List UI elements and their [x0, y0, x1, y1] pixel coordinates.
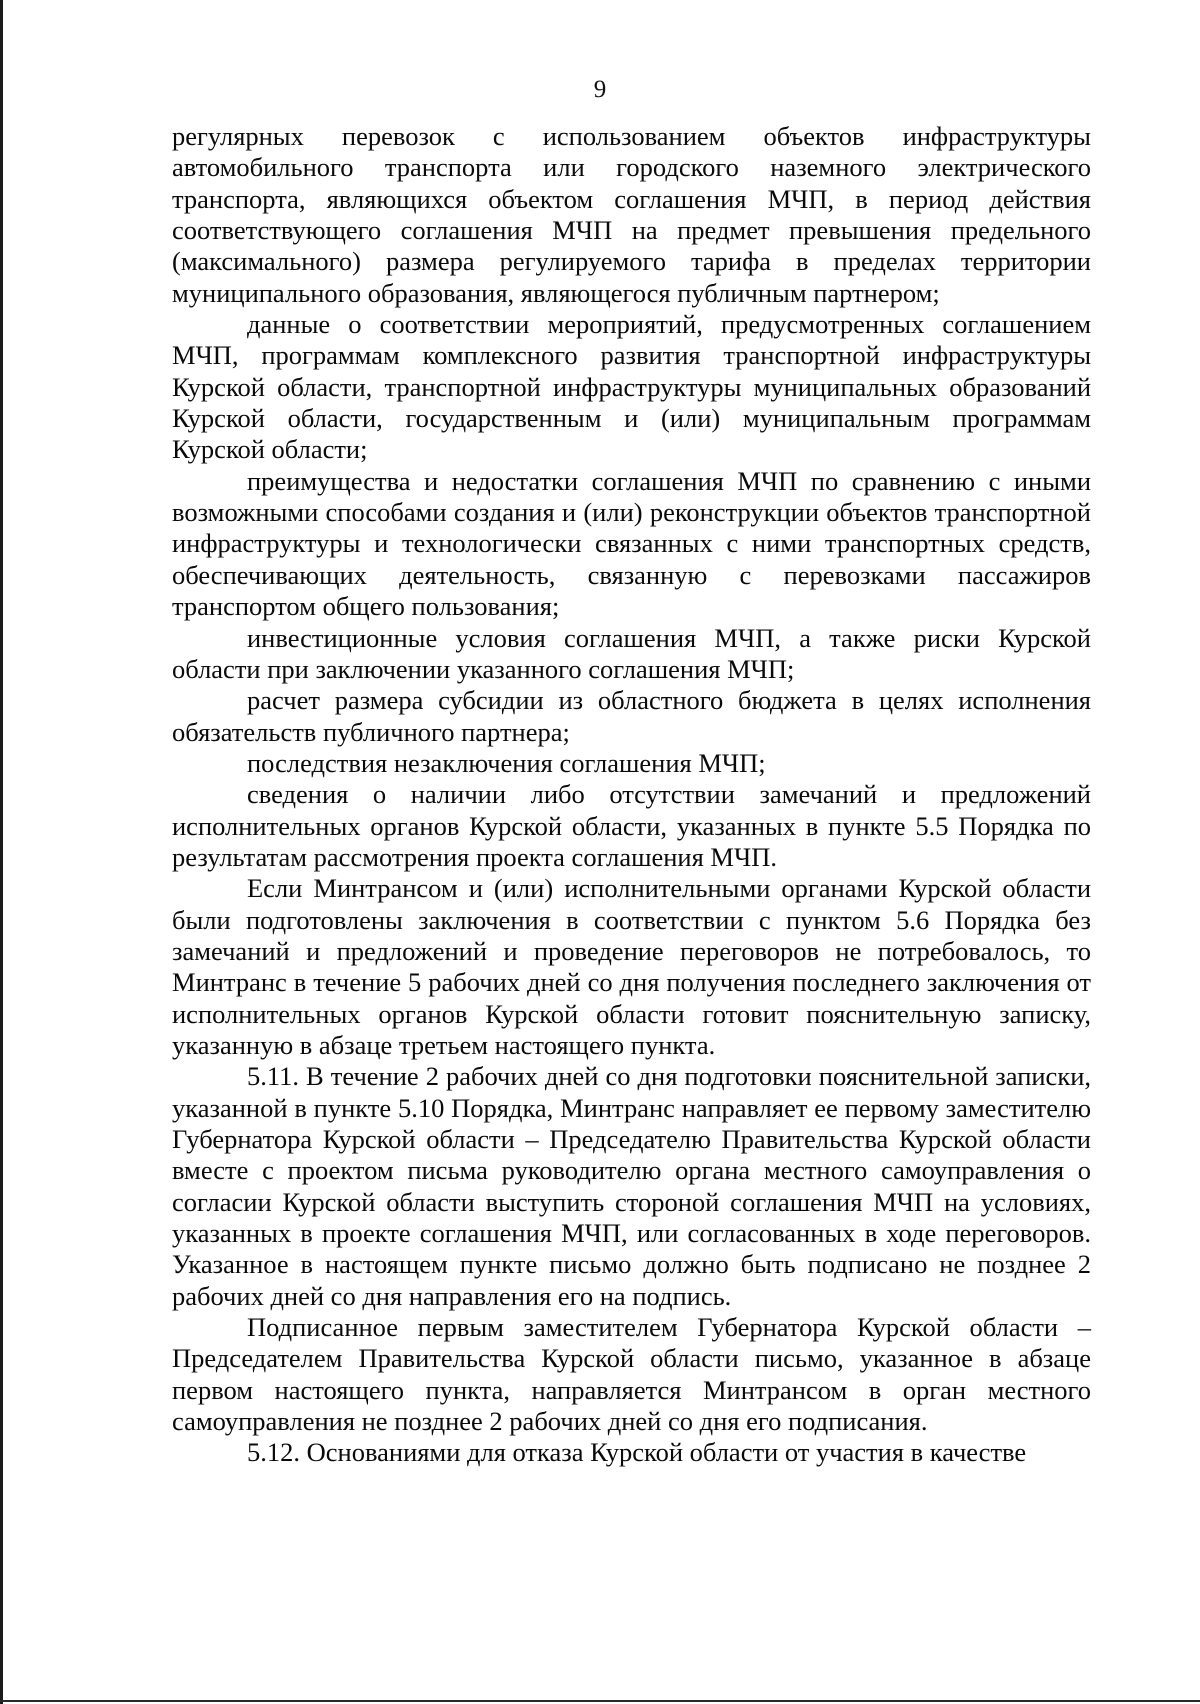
- paragraph: 5.11. В течение 2 рабочих дней со дня подготовки пояснительной записки, указанной в пункте 5.10 Порядка, Минтранс направляет ее первому заместителю Губернатора Курской области – Председателю Правительства Курской области вместе с проектом письма руководителю органа местного самоуправления о согласии Курской области выступить стороной соглашения МЧП на условиях, указанных в проекте соглашения МЧП, или согласованных в ходе переговоров. Указанное в настоящем пункте письмо должно быть подписано не позднее 2 рабочих дней со дня направления его на подпись.: [172, 1061, 1091, 1311]
- paragraph: 5.12. Основаниями для отказа Курской области от участия в качестве: [247, 1437, 1027, 1468]
- paragraph: Подписанное первым заместителем Губернатора Курской области – Председателем Правительства Курской области письмо, указанное в абзаце первом настоящего пункта, направляется Минтрансом в орган местного самоуправления не позднее 2 рабочих дней со дня его подписания.: [172, 1312, 1091, 1437]
- scan-edge-left: [0, 0, 3, 1704]
- paragraph: сведения о наличии либо отсутствии замечаний и предложений исполнительных органов Курской области, указанных в пункте 5.5 Порядка по результатам рассмотрения проекта соглашения МЧП.: [172, 779, 1091, 872]
- paragraph: расчет размера субсидии из областного бюджета в целях исполнения обязательств публичного партнера;: [172, 685, 1091, 747]
- document-body: [172, 121, 1091, 1469]
- paragraph: данные о соответствии мероприятий, предусмотренных соглашением МЧП, программам комплексного развития транспортной инфраструктуры Курской области, транспортной инфраструктуры муниципальных образований Курской области, государственным и (или) муниципальным программам Курской области;: [172, 309, 1091, 465]
- paragraph: преимущества и недостатки соглашения МЧП по сравнению с иными возможными способами создания и (или) реконструкции объектов транспортной инфраструктуры и технологически связанных с ними транспортных средств, обеспечивающих деятельность, связанную с перевозками пассажиров транспортом общего пользования;: [172, 465, 1091, 622]
- page-number: 9: [593, 76, 607, 103]
- paragraph: инвестиционные условия соглашения МЧП, а также риски Курской области при заключении указанного соглашения МЧП;: [172, 622, 1091, 684]
- paragraph: Если Минтрансом и (или) исполнительными органами Курской области были подготовлены заключения в соответствии с пунктом 5.6 Порядка без замечаний и предложений и проведение переговоров не потребовалось, то Минтранс в течение 5 рабочих дней со дня получения последнего заключения от исполнительных органов Курской области готовит пояснительную записку, указанную в абзаце третьем настоящего пункта.: [172, 873, 1091, 1060]
- scan-edge-bottom: [0, 1700, 1200, 1702]
- paragraph: последствия незаключения соглашения МЧП;: [247, 747, 766, 778]
- paragraph: регулярных перевозок с использованием объектов инфраструктуры автомобильного транспорта или городского наземного электрического транспорта, являющихся объектом соглашения МЧП, в период действия соответствующего соглашения МЧП на предмет превышения предельного (максимального) размера регулируемого тарифа в пределах территории муниципального образования, являющегося публичным партнером;: [172, 121, 1091, 308]
